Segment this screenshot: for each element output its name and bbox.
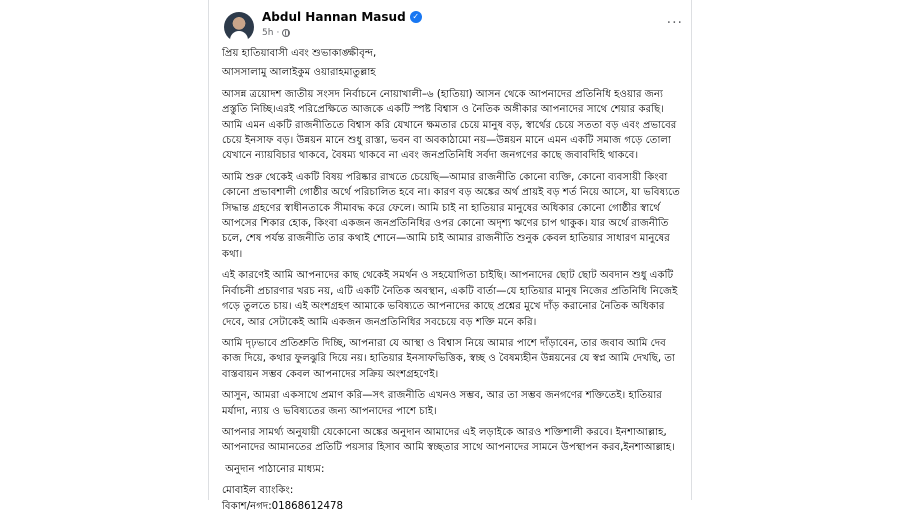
post-time[interactable]: 5h [262,28,274,38]
post-paragraph: আসুন, আমরা একসাথে প্রমাণ করি—সৎ রাজনীতি এখনও সম্ভব, আর তা সম্ভব জনগণের শক্তিতেই। হাতিয়ার মর্যাদা, ন্যায় ও ভবিষ্যতের জন্য আপনাদের পাশে চাই। [222,390,662,417]
post-paragraph: আমি দৃঢ়ভাবে প্রতিশ্রুতি দিচ্ছি, আপনারা যে আস্থা ও বিশ্বাস নিয়ে আমার পাশে দাঁড়াবেন, তার জবাব আমি দেব কাজ দিয়ে, কথার ফুলঝুরি দিয়ে নয়। হাতিয়ার ইনসাফভিত্তিক, স্বচ্ছ ও বৈষম্যহীন উন্নয়নের যে স্বপ্ন আমি দেখছি, তা বাস্তবায়ন সম্ভব কেবল আপনাদের সক্রিয় অংশগ্রহণেই। [222,337,675,380]
post-paragraph: আমি শুরু থেকেই একটি বিষয় পরিষ্কার রাখতে চেয়েছি—আমার রাজনীতি কোনো ব্যক্তি, কোনো ব্যবসায়ী কিংবা কোনো প্রভাবশালী গোষ্ঠীর অর্থে পরিচালিত হবে না। কারণ বড় অঙ্কের অর্থ প্রায়ই বড় শর্ত নিয়ে আসে, যা ভবিষ্যতে সিদ্ধান্ত গ্রহণের স্বাধীনতাকে সীমাবদ্ধ করে ফেলে। আমি চাই না হাতিয়ার মানুষের অধিকার কোনো গোষ্ঠীর স্বার্থে আপসের শিকার হোক, কিংবা একজন জনপ্রতিনিধির ওপর কোনো অদৃশ্য ঋণের চাপ থাকুক। যার অর্থে রাজনীতি চলে, শেষ পর্যন্ত রাজনীতি তার কথাই শোনে—আমি চাই আমার রাজনীতি শুনুক কেবল হাতিয়ার সাধারণ মানুষের কথা। [222,171,680,260]
meta-separator: · [276,28,280,38]
verified-badge-icon: ✓ [410,11,422,23]
mobile-banking-label: মোবাইল ব্যাংকিং: [222,485,294,497]
author-name[interactable]: Abdul Hannan Masud [262,10,406,24]
greeting: প্রিয় হাতিয়াবাসী এবং শুভাকাঙ্ক্ষীবৃন্দ, [222,48,377,59]
donation-info [222,462,680,514]
salam: আসসালামু আলাইকুম ওয়ারাহমাতুল্লাহ [222,67,376,79]
bkash-number: বিকাশ/নগদ:01868612478 [222,500,343,512]
more-options-icon[interactable]: ··· [666,15,683,31]
post-paragraph: আপনার সামর্থ্য অনুযায়ী যেকোনো অঙ্কের অনুদান আমাদের এই লড়াইকে আরও শক্তিশালী করবে। ইনশাআল্লাহ, আপনাদের আমানতের প্রতিটি পয়সার হিসাব আমি স্বচ্ছতার সাথে আপনাদের সামনে উপস্থাপন করব,ইনশাআল্লাহ। [222,426,675,454]
author-avatar[interactable] [224,12,254,42]
post-paragraph: এই কারণেই আমি আপনাদের কাছ থেকেই সমর্থন ও সহযোগিতা চাইছি। আপনাদের ছোট ছোট অবদান শুধু একটি নির্বাচনী প্রচারণার খরচ নয়, এটি একটি নৈতিক অবস্থান, একটি বার্তা—যে হাতিয়ার মানুষ নিজের প্রতিনিধি নিজেই গড়ে তুলতে চায়। এই অংশগ্রহণ আমাকে ভবিষ্যতে আপনাদের কাছে প্রশ্নের মুখে দাঁড় করানোর নৈতিক অধিকার দেবে, আর সেটাকেই আমি একজন জনপ্রতিনিধির সবচেয়ে বড় শক্তি মনে করি। [222,270,678,328]
author-row [262,10,422,24]
donation-heading: অনুদান পাঠানোর মাধ্যম: [222,463,325,475]
post-paragraph: আসন্ন ত্রয়োদশ জাতীয় সংসদ নির্বাচনে নোয়াখালী–৬ (হাতিয়া) আসন থেকে আপনাদের প্রতিনিধি হওয়ার জন্য প্রস্তুতি নিচ্ছি।এরই পরিপ্রেক্ষিতে আজকে একটি স্পষ্ট বিশ্বাস ও নৈতিক অঙ্গীকার আপনাদের সাথে শেয়ার করছি। আমি এমন একটি রাজনীতিতে বিশ্বাস করি যেখানে ক্ষমতার চেয়ে মানুষ বড়, স্বার্থের চেয়ে সততা বড় এবং প্রভাবের চেয়ে ইনসাফ বড়। উন্নয়ন মানে শুধু রাস্তা, ভবন বা অবকাঠামো নয়—উন্নয়ন মানে এমন একটি সমাজ গড়ে তোলা যেখানে ন্যায়বিচার থাকবে, বৈষম্য থাকবে না এবং জনপ্রতিনিধি সর্বদা জনগণের কাছে জবাবদিহি থাকবে। [222,88,677,162]
globe-icon [282,29,290,37]
post-header [209,0,691,46]
post-meta [262,28,290,38]
facebook-post-card [208,0,692,512]
post-body [222,46,680,514]
